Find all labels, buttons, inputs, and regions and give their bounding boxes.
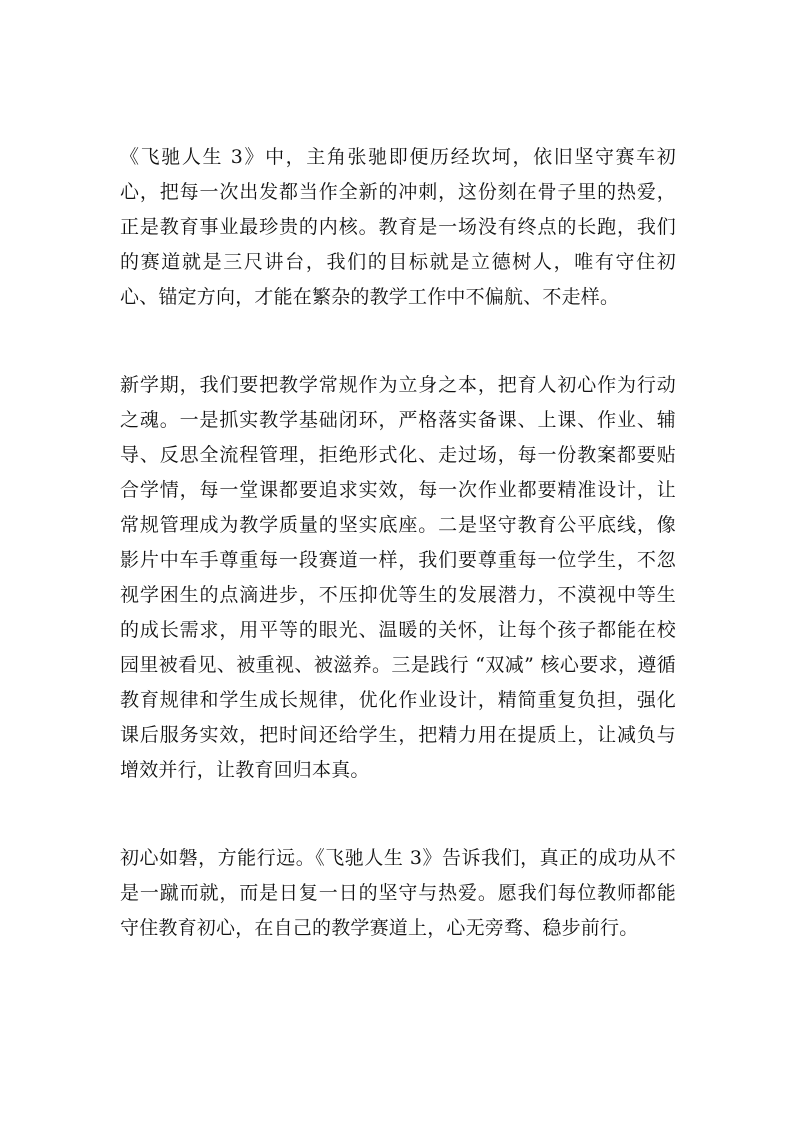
paragraph-closing: 初心如磐，方能行远。《飞驰人生 3》告诉我们，真正的成功从不是一蹴而就，而是日复一日的坚守与热爱。愿我们每位教师都能守住教育初心，在自己的教学赛道上，心无旁骛、稳步前行。 xyxy=(120,847,676,939)
document-body xyxy=(120,140,676,946)
paragraph-opening: 《飞驰人生 3》中，主角张驰即便历经坎坷，依旧坚守赛车初心，把每一次出发都当作全新的冲刺，这份刻在骨子里的热爱，正是教育事业最珍贵的内核。教育是一场没有终点的长跑，我们的赛道就是三尺讲台，我们的目标就是立德树人，唯有守住初心、锚定方向，才能在繁杂的教学工作中不偏航、不走样。 xyxy=(120,146,676,308)
paragraph-semester-plan: 新学期，我们要把教学常规作为立身之本，把育人初心作为行动之魂。一是抓实教学基础闭环，严格落实备课、上课、作业、辅导、反思全流程管理，拒绝形式化、走过场，每一份教案都要贴合学情，每一堂课都要追求实效，每一次作业都要精准设计，让常规管理成为教学质量的坚实底座。二是坚守教育公平底线，像影片中车手尊重每一段赛道一样，我们要尊重每一位学生，不忽视学困生的点滴进步，不压抑优等生的发展潜力，不漠视中等生的成长需求，用平等的眼光、温暖的关怀，让每个孩子都能在校园里被看见、被重视、被滋养。三是践行 “双减” 核心要求，遵循教育规律和学生成长规律，优化作业设计，精简重复负担，强化课后服务实效，把时间还给学生，把精力用在提质上，让减负与增效并行，让教育回归本真。 xyxy=(120,374,676,781)
